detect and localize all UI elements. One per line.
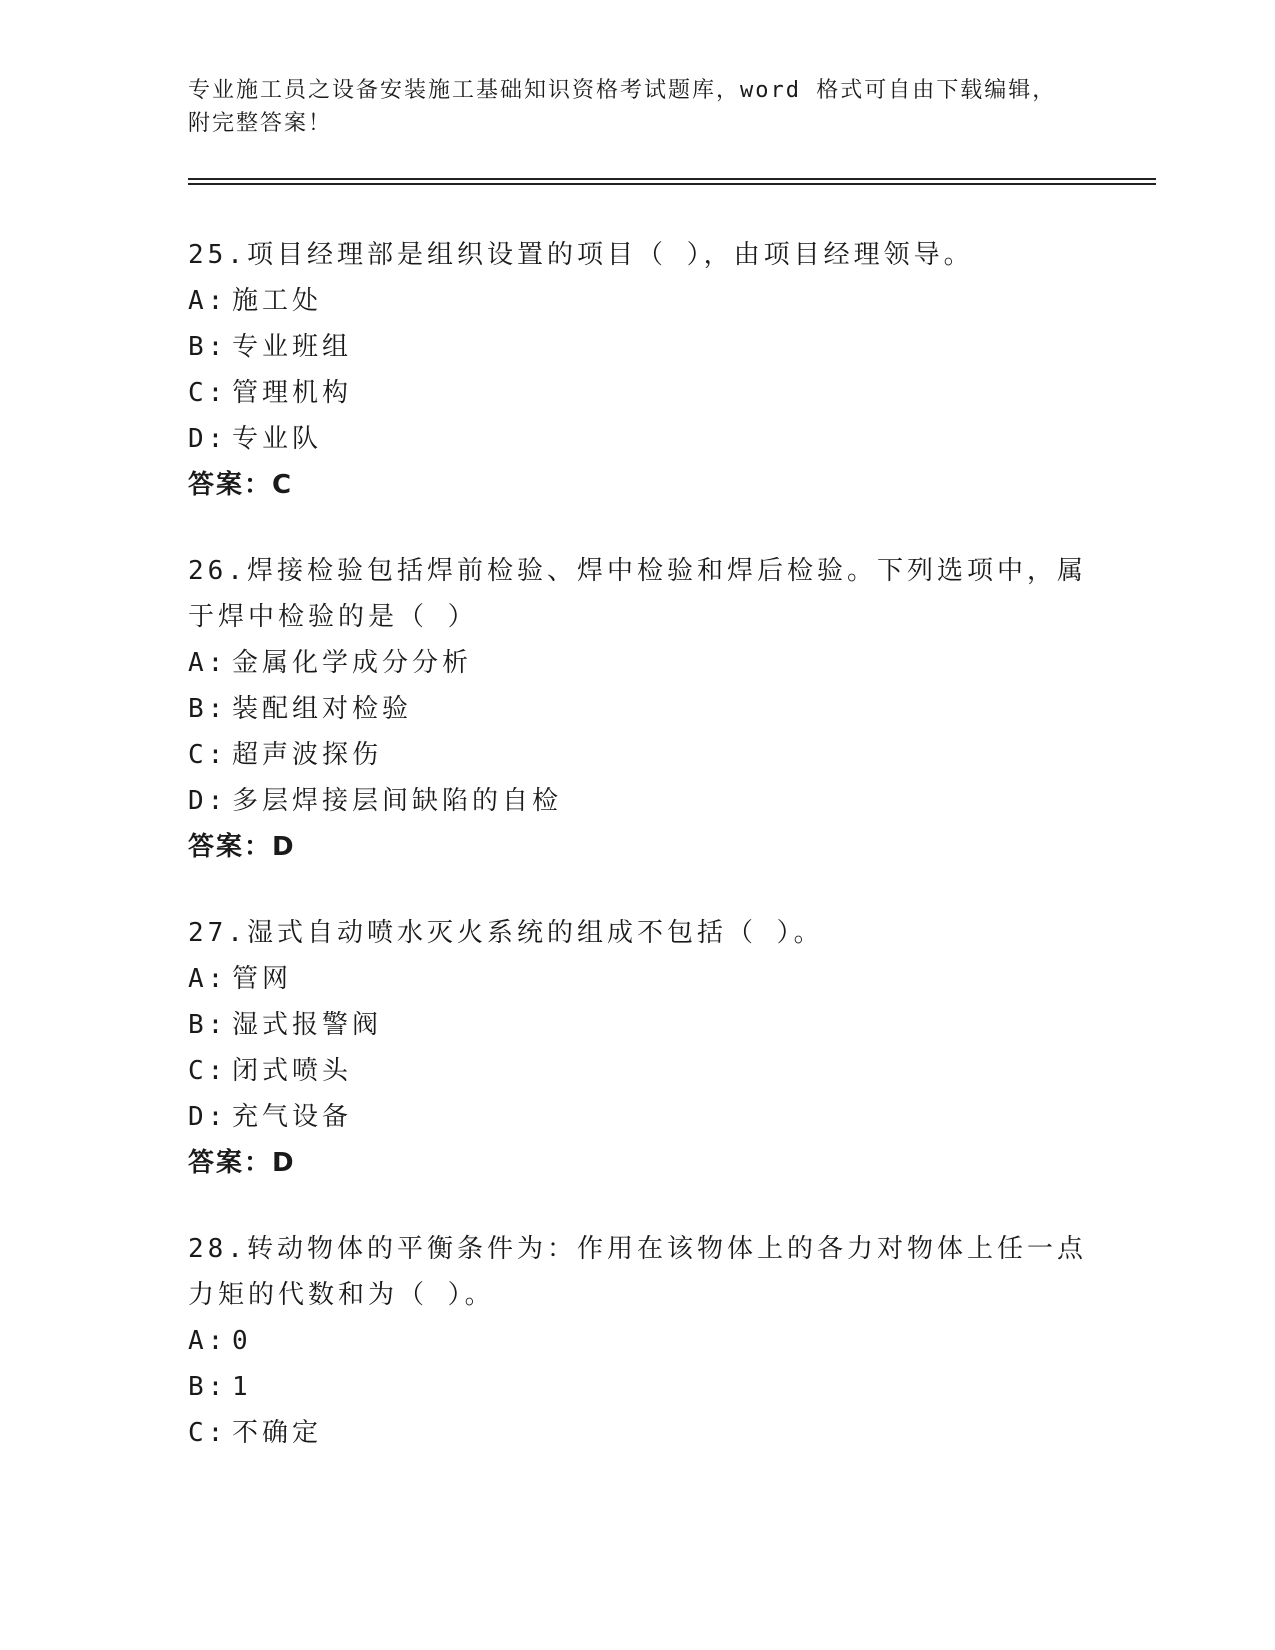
- option-b: [188, 324, 1088, 370]
- option-d: [188, 778, 1088, 824]
- option-key: C:: [188, 1056, 228, 1086]
- option-text: 1: [232, 1372, 252, 1402]
- option-text: 管理机构: [232, 378, 353, 408]
- option-key: D:: [188, 1102, 228, 1132]
- option-text: 金属化学成分分析: [232, 648, 473, 678]
- question-stem: 28.转动物体的平衡条件为：作用在该物体上的各力对物体上任一点力矩的代数和为（ ）。: [188, 1234, 1087, 1310]
- option-text: 专业队: [232, 424, 323, 454]
- question-stem: 27.湿式自动喷水灭火系统的组成不包括（ ）。: [188, 918, 824, 948]
- option-key: A:: [188, 286, 228, 316]
- question-28: [188, 1226, 1088, 1456]
- document-header: [188, 74, 1088, 140]
- option-d: [188, 1094, 1088, 1140]
- option-key: B:: [188, 694, 228, 724]
- option-key: B:: [188, 1372, 228, 1402]
- question-25: [188, 232, 1088, 508]
- header-divider-bottom: [188, 183, 1156, 185]
- option-b: [188, 686, 1088, 732]
- option-text: 施工处: [232, 286, 323, 316]
- option-a: [188, 640, 1088, 686]
- answer-label: 答案：D: [188, 832, 296, 862]
- option-text: 0: [232, 1326, 252, 1356]
- option-key: B:: [188, 1010, 228, 1040]
- header-divider-top: [188, 178, 1156, 180]
- answer-label: 答案：C: [188, 470, 294, 500]
- option-key: B:: [188, 332, 228, 362]
- option-d: [188, 416, 1088, 462]
- option-text: 充气设备: [232, 1102, 353, 1132]
- option-text: 管网: [232, 964, 293, 994]
- header-line-2: 附完整答案！: [188, 111, 333, 136]
- option-c: [188, 370, 1088, 416]
- option-text: 多层焊接层间缺陷的自检: [232, 786, 563, 816]
- option-key: C:: [188, 1418, 228, 1448]
- option-c: [188, 1410, 1088, 1456]
- option-b: [188, 1002, 1088, 1048]
- option-text: 超声波探伤: [232, 740, 383, 770]
- option-text: 装配组对检验: [232, 694, 413, 724]
- option-a: [188, 278, 1088, 324]
- header-line-1: 专业施工员之设备安装施工基础知识资格考试题库，word 格式可自由下载编辑，: [188, 78, 1057, 103]
- option-text: 闭式喷头: [232, 1056, 353, 1086]
- option-a: [188, 1318, 1088, 1364]
- option-key: D:: [188, 424, 228, 454]
- option-b: [188, 1364, 1088, 1410]
- option-a: [188, 956, 1088, 1002]
- option-key: C:: [188, 740, 228, 770]
- option-key: C:: [188, 378, 228, 408]
- option-text: 湿式报警阀: [232, 1010, 383, 1040]
- question-stem: 26.焊接检验包括焊前检验、焊中检验和焊后检验。下列选项中，属于焊中检验的是（ ）: [188, 556, 1087, 632]
- option-key: D:: [188, 786, 228, 816]
- question-27: [188, 910, 1088, 1186]
- question-stem: 25.项目经理部是组织设置的项目（ ），由项目经理领导。: [188, 240, 974, 270]
- option-c: [188, 732, 1088, 778]
- option-key: A:: [188, 648, 228, 678]
- option-c: [188, 1048, 1088, 1094]
- option-key: A:: [188, 964, 228, 994]
- option-key: A:: [188, 1326, 228, 1356]
- answer-label: 答案：D: [188, 1148, 296, 1178]
- question-26: [188, 548, 1088, 870]
- option-text: 专业班组: [232, 332, 353, 362]
- option-text: 不确定: [232, 1418, 323, 1448]
